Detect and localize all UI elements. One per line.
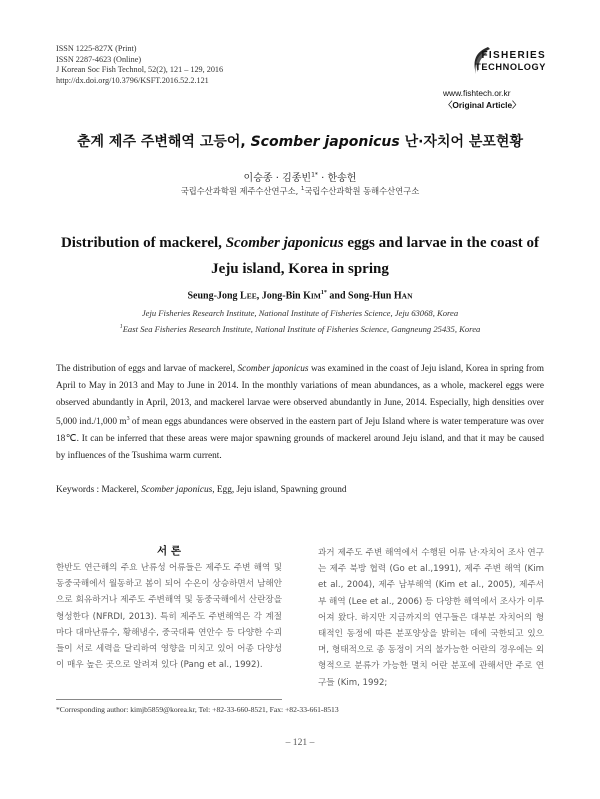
doi-link[interactable]: http://dx.doi.org/10.3796/KSFT.2016.52.2.121 — [56, 75, 209, 85]
english-title-species: Scomber japonicus — [225, 235, 344, 251]
article-type: 〈Original Article〉 — [444, 100, 521, 110]
page-number: – 121 – — [285, 737, 315, 748]
issn-online: ISSN 2287-4623 (Online) — [56, 54, 142, 64]
keywords: Keywords : Mackerel, Scomber japonicus, Egg, Jeju island, Spawning ground — [56, 485, 347, 495]
english-title: Distribution of mackerel, Scomber japonicus eggs and larvae in the coast of Jeju island, Korea in spring — [60, 235, 540, 277]
abstract: The distribution of eggs and larvae of mackerel, Scomber japonicus was examined in the coast of Jeju island, Korea in spring from April to May in 2013 and May to June in 2014. In the monthly variations of mean abundances, as a whole, mackerel eggs were observed abundantly in April, 2013, and mackerel larvae were observed abundantly in June, 2014. Especially, high densities over 5,000 ind./1,000 $m^3$ of mean eggs abundances were observed in the eastern part of Jeju Island where is water temperature was over 18℃. It can be inferred that these areas were major spawning grounds of mackerel around Jeju island, and that it may be caused by influences of the Tsushima warm current. — [56, 364, 545, 462]
korean-title: 춘계 제주 주변해역 고등어, Scomber japonicus 난·자치어 분포현황 — [77, 134, 523, 150]
journal-meta — [56, 44, 223, 86]
body-column-left: 한반도 연근해의 주요 난류성 어류들은 제주도 주변 해역 및 동중국해에서 월동하고 봄이 되어 수온이 상승하면서 남해안으로 회유하거나 제주도 주변해역 및 동중국해에서 산란장을 형성한다 (NFRDI, 2013). 특히 제주도 주변해역은 각 계절마다 대마난류수, 황해냉수, 중국대륙 연안수 등 다양한 수괴들이 서로 세력을 달리하여 영향을 미치고 있어 어종 다양성이 매우 높은 곳으로 알려져 있다 (Pang et al., 1992). — [56, 563, 282, 671]
logo-text-technology: TECHNOLOGY — [475, 62, 546, 72]
korean-title-species: Scomber japonicus — [250, 134, 400, 150]
footnote-corresponding-author: *Corresponding author: kimjb5859@korea.kr, Tel: +82-33-660-8521, Fax: +82-33-661-8513 — [56, 705, 339, 714]
logo-text-fisheries: FISHERIES — [481, 50, 546, 61]
journal-website[interactable]: www.fishtech.or.kr — [443, 88, 511, 98]
citation: J Korean Soc Fish Technol, 52(2), 121 – 129, 2016 — [56, 65, 224, 75]
journal-logo — [470, 46, 546, 76]
issn-print: ISSN 1225-827X (Print) — [56, 44, 137, 53]
korean-authors: 이승종 · 김종빈$^{1*}$ · 한송헌 — [243, 171, 357, 184]
section-heading-introduction: 서 론 — [157, 545, 181, 557]
english-authors: Seung-Jong LEE, Jong-Bin $KIM^{1*}$ and Song-Hun HAN — [187, 290, 413, 302]
english-affiliation-1: Jeju Fisheries Research Institute, National Institute of Fisheries Science, Jeju 63068, Korea — [141, 308, 459, 318]
body-column-right: 과거 제주도 주변 해역에서 수행된 어류 난·자치어 조사 연구는 제주 북방 협력 (Go et al.,1991), 제주 주변 해역 (Kim et al., 2004), 제주 남부해역 (Kim et al., 2005), 제주서부 해역 (Lee et al., 2006) 등 다양한 해역에서 조사가 이루어져 왔다. 하지만 지금까지의 연구들은 대부분 자치어의 형태적인 동정에 따른 분포양상을 밝히는 데에 국한되고 있으며, 형태적으로 종 동정이 거의 불가능한 어란의 경우에는 외형적으로 분류가 가능한 멸치 어란 분포에 관해서만 주로 연구들 (Kim, 1992; — [318, 548, 544, 688]
korean-affiliations: 국립수산과학원 제주수산연구소, $^1$국립수산과학원 동해수산연구소 — [180, 186, 420, 196]
english-affiliation-2: $^1$East Sea Fisheries Research Institute, National Institute of Fisheries Science, Gangneung 25435, Korea — [119, 324, 481, 334]
footnote-divider — [56, 699, 282, 700]
